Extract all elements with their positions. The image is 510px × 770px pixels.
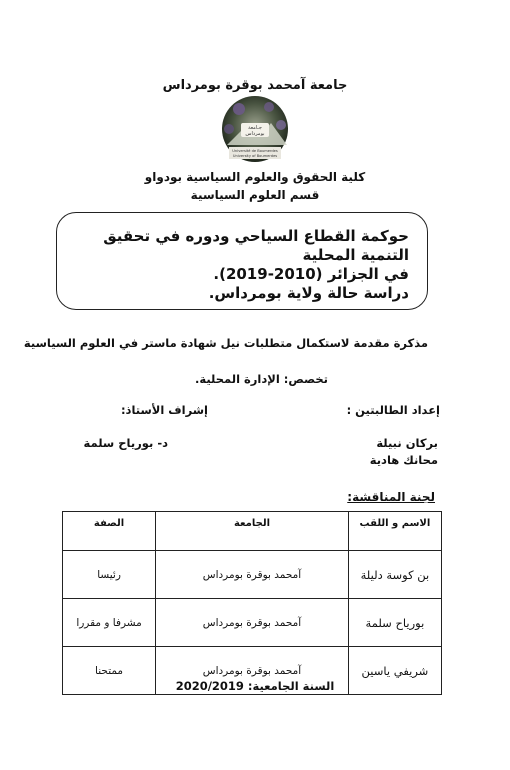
member-name: بن كوسة دليلة (348, 551, 441, 599)
supervision-label: إشراف الأستاذ: (120, 403, 208, 417)
committee-table (62, 511, 442, 695)
member-name: بورياح سلمة (348, 599, 441, 647)
member-university: آمحمد بوقرة بومرداس (156, 599, 349, 647)
header-name: الاسم و اللقب (348, 512, 441, 551)
academic-year: السنة الجامعية: 2020/2019 (175, 679, 335, 693)
member-name: شريفي ياسين (348, 647, 441, 695)
prepared-by-label: إعداد الطالبتين : (346, 403, 440, 417)
specialty: تخصص: الإدارة المحلية. (195, 372, 328, 386)
memo-statement: مذكرة مقدمة لاستكمال متطلبات نيل شهادة ماستر في العلوم السياسية (23, 336, 428, 350)
member-university: آمحمد بوقرة بومرداس (156, 551, 349, 599)
thesis-title-line1: حوكمة القطاع السياحي ودوره في تحقيق التنمية المحلية (103, 227, 409, 264)
header-role: الصفة (63, 512, 156, 551)
logo-english-name: University of Boumerdes (232, 154, 278, 158)
member-role: ممتحنا (63, 647, 156, 695)
logo-arabic-line1: جـامعة (248, 125, 262, 131)
table-row (63, 551, 442, 599)
university-logo (205, 95, 305, 167)
table-header-row (63, 512, 442, 551)
department-name: قسم العلوم السياسية (190, 188, 320, 202)
logo-french-name: Université de Boumerdes (232, 149, 278, 153)
thesis-title-line2: في الجزائر (2010-2019). (213, 265, 409, 283)
header-university: الجامعة (156, 512, 349, 551)
member-role: رئيسا (63, 551, 156, 599)
supervisor-name: د- بورياح سلمة (83, 436, 168, 450)
student-name-2: محانك هادية (369, 453, 438, 467)
committee-title: لجنة المناقشة: (347, 490, 435, 504)
member-university: آمحمد بوقرة بومرداس (156, 647, 349, 695)
faculty-name: كلية الحقوق والعلوم السياسية بودواو (144, 170, 366, 184)
table-row (63, 599, 442, 647)
member-role: مشرفا و مقررا (63, 599, 156, 647)
logo-arabic-line2: بومرداس (245, 131, 265, 137)
thesis-title-line3: دراسة حالة ولاية بومرداس. (208, 284, 409, 302)
student-name-1: بركان نبيلة (376, 436, 438, 450)
thesis-title-box (56, 212, 428, 310)
university-name: جامعة آمحمد بوقرة بومرداس (162, 78, 348, 93)
